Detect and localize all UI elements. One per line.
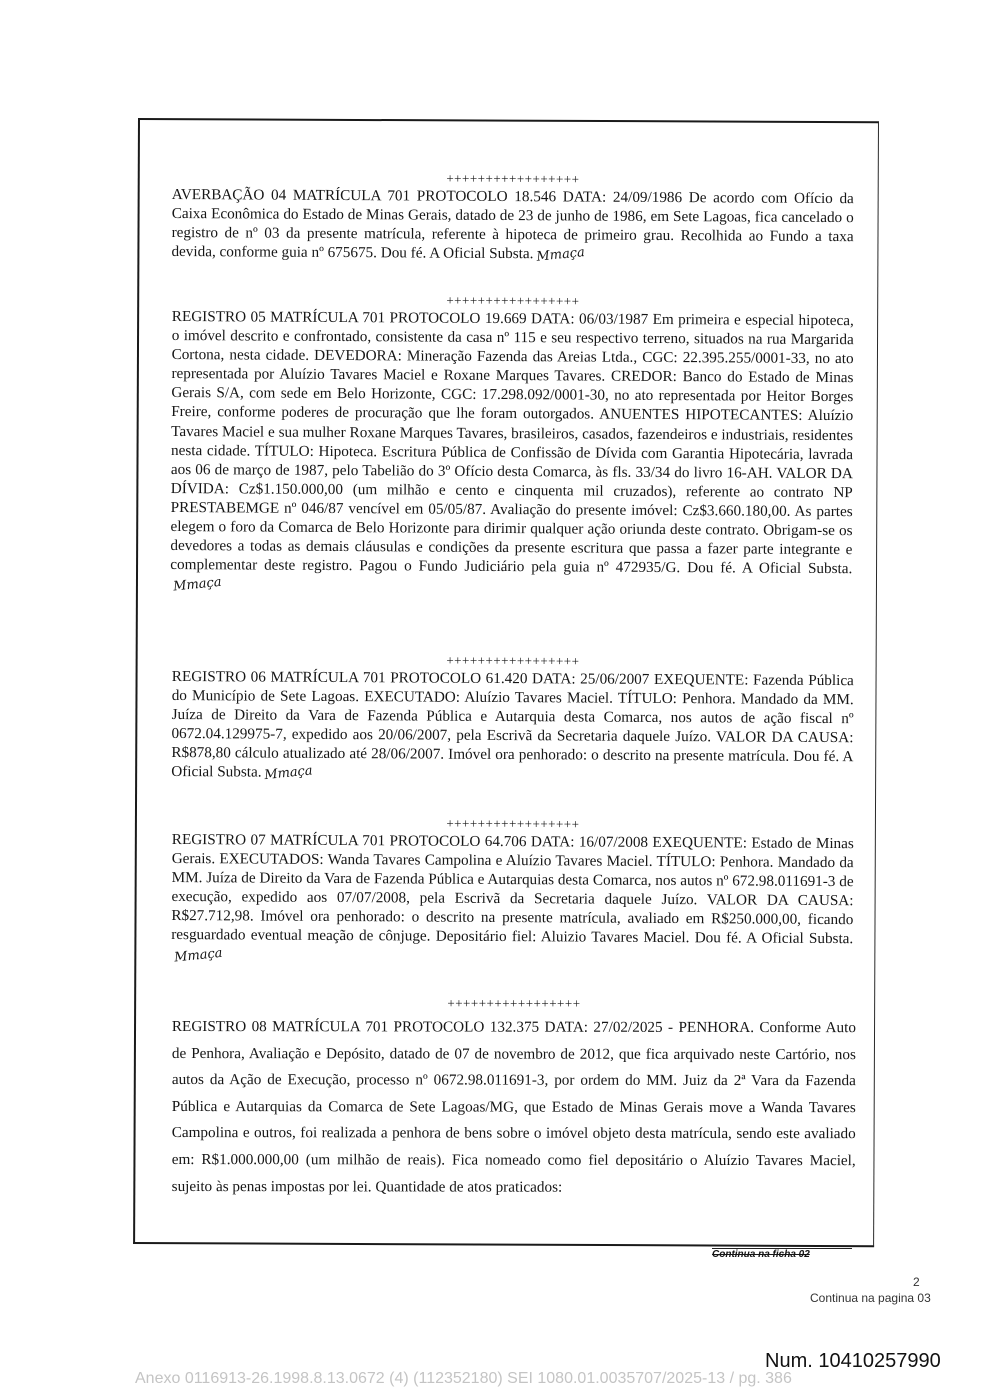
continua-pagina-note: Continua na pagina 03 <box>810 1291 931 1305</box>
handwritten-signature: Mmaça <box>173 945 224 966</box>
handwritten-signature: Mmaça <box>263 763 314 784</box>
entry-text: REGISTRO 05 MATRÍCULA 701 PROTOCOLO 19.669 DATA: 06/03/1987 Em primeira e especial hipoteca, o imóvel descrito e confrontado, consistente da casa nº 115 e seu respectivo terreno, situados na rua Margarida Cortona, nesta cidade. DEVEDORA: Mineração Fazenda das Areias Ltda., CGC: 22.395.255/0001-33, no ato representada por Aluízio Tavares Maciel e Roxane Marques Tavares. CREDOR: Banco do Estado de Minas Gerais S/A, com sede em Belo Horizonte, CGC: 17.298.092/0001-30, no ato representada por Heitor Borges Freire, conforme poderes de procuração que lhe foram outorgados. ANUENTES HIPOTECANTES: Aluízio Tavares Maciel e sua mulher Roxane Marques Tavares, brasileiros, casados, fazendeiros e industriais, residentes nesta cidade. TÍTULO: Hipoteca. Escritura Pública de Confissão de Dívida com Garantia Hipotecária, lavrada aos 06 de março de 1987, pelo Tabelião do 3º Ofício desta Comarca, às fls. 33/34 do livro 16-AH. VALOR DA DÍVIDA: Cz$1.150.000,00 (um milhão e cento e cinquenta mil cruzados), referente ao contrato NP PRESTABEMGE nº 046/87 vencível em 05/05/87. Avaliação do presente imóvel: Cz$3.660.180,00. As partes elegem o foro da Comarca de Belo Horizonte para dirimir qualquer ação oriunda deste contrato. Obrigam-se os devedores a todas as demais cláusulas e condições da presente escritura que passa a fazer parte integrante e complementar deste registro. Pagou o Fundo Judiciário pela guia nº 472935/G. Dou fé. A Oficial Substa. <box>170 307 854 578</box>
averbacao-04-entry <box>171 168 854 267</box>
entry-text: REGISTRO 08 MATRÍCULA 701 PROTOCOLO 132.375 DATA: 27/02/2025 - PENHORA. Conforme Auto de Penhora, Avaliação e Depósito, datado de 07 de novembro de 2012, que fica arquivado neste Cartório, nos autos da Ação de Execução, processo nº 0672.98.011691-3, por ordem do MM. Juiz da 2ª Vara da Fazenda Pública e Autarquias da Comarca de Sete Lagoas/MG, que Estado de Minas Gerais move a Wanda Tavares Campolina e outros, foi realizada a penhora de bens sobre o imóvel objeto desta matrícula, sendo este avaliado em: R$1.000.000,00 (um milhão de reais). Fica nomeado como fiel depositário o Aluízio Tavares Maciel, sujeito às penas impostas por lei. Quantidade de atos praticados: <box>171 1017 856 1196</box>
entry-separator: +++++++++++++++++ <box>446 652 580 669</box>
entry-separator: +++++++++++++++++ <box>446 292 580 309</box>
entry-separator: +++++++++++++++++ <box>447 995 581 1011</box>
registro-05-entry <box>170 290 854 599</box>
entry-separator: +++++++++++++++++ <box>446 815 580 832</box>
handwritten-signature: Mmaça <box>535 245 586 266</box>
handwritten-signature: Mmaça <box>172 575 223 595</box>
document-number: Num. 10410257990 <box>765 1350 941 1372</box>
registro-08-entry <box>172 992 856 1201</box>
entry-text: AVERBAÇÃO 04 MATRÍCULA 701 PROTOCOLO 18.546 DATA: 24/09/1986 De acordo com Ofício da Caixa Econômica do Estado de Minas Gerais, datado de 23 de junho de 1986, em Sete Lagoas, fica cancelado o registro de nº 03 da presente matrícula, referente à hipoteca de primeiro grau. Recolhida ao Fundo a taxa devida, conforme guia nº 675675. Dou fé. A Oficial Substa. <box>171 185 854 263</box>
registro-07-entry <box>171 813 854 969</box>
entry-text: REGISTRO 06 MATRÍCULA 701 PROTOCOLO 61.420 DATA: 25/06/2007 EXEQUENTE: Fazenda Pública do Município de Sete Lagoas. EXECUTADO: Aluízio Tavares Maciel. TÍTULO: Penhora. Mandado da MM. Juíza de Direito da Vara de Fazenda Pública e Autarquia desta Comarca, nos autos de ação fiscal nº 0672.04.129975-7, expedido aos 20/06/2007, pela Escrivã da Secretaria daquele Juízo. VALOR DA CAUSA: R$878,80 cálculo atualizado até 28/06/2007. Imóvel ora penhorado: o descrito na presente matrícula. Dou fé. A Oficial Substa. <box>171 667 854 782</box>
entry-separator: +++++++++++++++++ <box>446 170 580 187</box>
annex-reference: Anexo 0116913-26.1998.8.13.0672 (4) (112352180) SEI 1080.01.0035707/2025-13 / pg. 386 <box>135 1370 792 1387</box>
page-number: 2 <box>913 1275 920 1289</box>
continua-ficha-note: Continua na ficha 02 <box>712 1248 852 1260</box>
registro-06-entry <box>171 650 854 787</box>
entry-text: REGISTRO 07 MATRÍCULA 701 PROTOCOLO 64.706 DATA: 16/07/2008 EXEQUENTE: Estado de Minas Gerais. EXECUTADOS: Wanda Tavares Campolina e Aluízio Tavares Maciel. TÍTULO: Penhora. Mandado da MM. Juíza de Direito da Vara de Fazenda Pública e Autarquias desta Comarca, nos autos nº 672.98.011691-3 de execução, expedido aos 07/07/2008, pela Escrivã da Secretaria daquele Juízo. VALOR DA CAUSA: R$27.712,98. Imóvel ora penhorado: o descrito na presente matrícula, avaliado em R$250.000,00, ficando resguardado eventual meação de cônjuge. Depositário fiel: Aluizio Tavares Maciel. Dou fé. A Oficial Substa. <box>171 830 854 948</box>
